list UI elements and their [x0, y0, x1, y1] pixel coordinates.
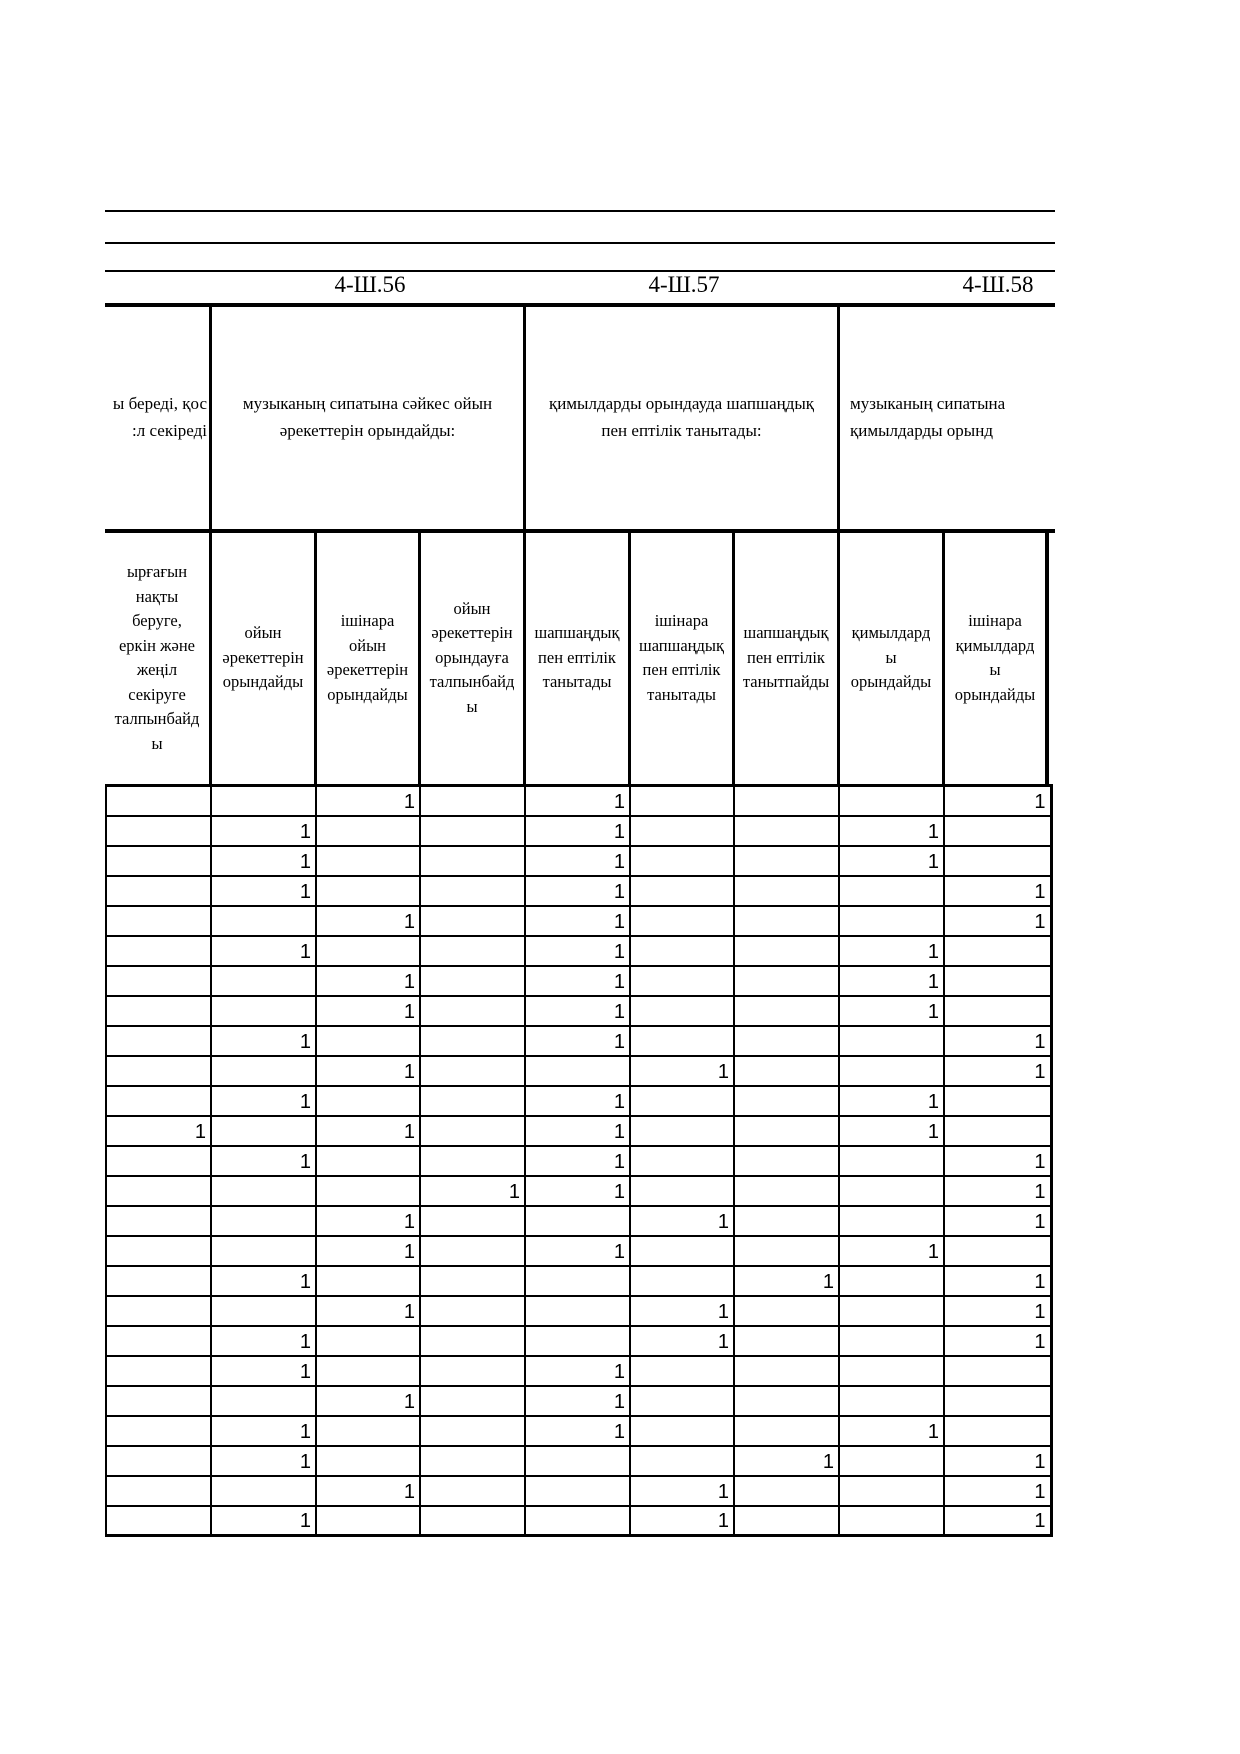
table-cell: 1	[525, 1116, 630, 1146]
table-cell	[211, 1176, 316, 1206]
table-cell: 1	[525, 1236, 630, 1266]
top-rule-1	[105, 210, 1055, 212]
table-cell	[106, 1356, 211, 1386]
table-cell	[839, 876, 944, 906]
table-cell	[420, 1296, 525, 1326]
table-cell	[630, 906, 734, 936]
table-cell	[106, 906, 211, 936]
table-cell	[734, 876, 839, 906]
table-cell: 1	[630, 1296, 734, 1326]
table-cell	[420, 1206, 525, 1236]
table-cell	[734, 906, 839, 936]
group-header-56	[212, 390, 523, 444]
table-cell	[630, 1416, 734, 1446]
table-cell: 1	[630, 1506, 734, 1536]
table-cell: 1	[839, 1416, 944, 1446]
table-cell	[420, 846, 525, 876]
table-cell	[211, 1236, 316, 1266]
table-cell: 1	[525, 1146, 630, 1176]
table-cell: 1	[211, 1086, 316, 1116]
table-cell	[525, 1206, 630, 1236]
table-row	[106, 1356, 1051, 1386]
table-cell: 1	[630, 1206, 734, 1236]
table-cell	[316, 1416, 420, 1446]
table-row	[106, 1296, 1051, 1326]
table-cell: 1	[944, 786, 1051, 816]
table-cell: 1	[525, 1416, 630, 1446]
table-row	[106, 1416, 1051, 1446]
table-cell	[106, 1266, 211, 1296]
table-cell	[106, 966, 211, 996]
table-cell	[525, 1446, 630, 1476]
table-cell	[420, 1416, 525, 1446]
table-cell: 1	[525, 816, 630, 846]
table-cell: 1	[944, 1506, 1051, 1536]
table-cell: 1	[211, 1506, 316, 1536]
table-cell	[839, 1386, 944, 1416]
table-row	[106, 1086, 1051, 1116]
table-cell	[106, 936, 211, 966]
group-header-text: музыканың сипатына қимылдарды орынд	[850, 394, 1006, 440]
indicator-code-58: 4-Ш.58	[962, 272, 1034, 297]
table-cell: 1	[420, 1176, 525, 1206]
sub-header-8: қимылдард ы орындайды	[850, 623, 932, 692]
table-cell	[106, 786, 211, 816]
table-cell: 1	[211, 1266, 316, 1296]
table-cell	[630, 1446, 734, 1476]
table-cell	[316, 816, 420, 846]
table-cell	[944, 1386, 1051, 1416]
table-cell	[839, 1176, 944, 1206]
table-cell: 1	[316, 1476, 420, 1506]
table-row	[106, 996, 1051, 1026]
table-cell	[316, 1356, 420, 1386]
table-row	[106, 936, 1051, 966]
table-cell	[420, 1086, 525, 1116]
table-cell: 1	[106, 1116, 211, 1146]
table-cell	[420, 1506, 525, 1536]
table-cell	[944, 936, 1051, 966]
table-cell	[734, 1386, 839, 1416]
table-cell	[734, 1026, 839, 1056]
table-cell	[630, 1116, 734, 1146]
table-cell	[734, 1176, 839, 1206]
table-cell	[211, 1056, 316, 1086]
table-cell	[106, 1446, 211, 1476]
table-cell	[316, 1086, 420, 1116]
table-cell: 1	[944, 1026, 1051, 1056]
table-cell	[420, 1236, 525, 1266]
table-row	[106, 1476, 1051, 1506]
table-cell	[316, 936, 420, 966]
table-cell: 1	[734, 1266, 839, 1296]
table-cell	[630, 786, 734, 816]
table-cell	[420, 816, 525, 846]
table-cell	[944, 846, 1051, 876]
table-cell	[525, 1296, 630, 1326]
table-cell	[420, 996, 525, 1026]
table-cell: 1	[211, 1416, 316, 1446]
table-cell	[839, 1506, 944, 1536]
table-cell	[106, 1146, 211, 1176]
table-row	[106, 1056, 1051, 1086]
table-cell: 1	[211, 1146, 316, 1176]
table-cell: 1	[525, 1356, 630, 1386]
table-cell	[734, 816, 839, 846]
table-cell	[839, 1326, 944, 1356]
table-cell	[420, 1386, 525, 1416]
table-cell: 1	[944, 1326, 1051, 1356]
table-cell	[420, 1356, 525, 1386]
table-cell: 1	[211, 1326, 316, 1356]
table-cell	[839, 1266, 944, 1296]
table-cell: 1	[630, 1056, 734, 1086]
table-cell: 1	[734, 1446, 839, 1476]
table-cell	[839, 1026, 944, 1056]
group-header-prev	[105, 390, 207, 444]
table-cell	[944, 1086, 1051, 1116]
group-header-text: ы береді, қос л секіреді:	[112, 394, 207, 440]
table-cell	[839, 786, 944, 816]
table-cell	[734, 936, 839, 966]
table-cell	[211, 1206, 316, 1236]
table-row	[106, 1146, 1051, 1176]
table-cell	[734, 1506, 839, 1536]
table-cell	[211, 1386, 316, 1416]
table-row	[106, 816, 1051, 846]
table-row	[106, 1446, 1051, 1476]
table-row	[106, 1266, 1051, 1296]
sub-header-3: ішінара ойын әрекеттерін орындайды	[326, 611, 409, 704]
table-cell	[420, 1326, 525, 1356]
sub-header-9: ішінара қимылдард ы орындайды	[954, 611, 1036, 704]
table-cell: 1	[316, 996, 420, 1026]
sub-header-2: ойын әрекеттерін орындайды	[222, 623, 304, 692]
table-cell	[839, 1446, 944, 1476]
table-cell	[630, 1176, 734, 1206]
table-cell	[211, 1296, 316, 1326]
table-cell	[525, 1266, 630, 1296]
table-cell	[944, 1116, 1051, 1146]
table-cell	[211, 996, 316, 1026]
assessment-table	[105, 784, 1053, 1537]
table-row	[106, 966, 1051, 996]
table-cell: 1	[839, 996, 944, 1026]
table-cell	[839, 906, 944, 936]
table-cell	[106, 1026, 211, 1056]
table-cell	[734, 1236, 839, 1266]
table-row	[106, 786, 1051, 816]
table-cell	[630, 936, 734, 966]
table-cell	[734, 846, 839, 876]
table-cell	[420, 876, 525, 906]
table-cell: 1	[211, 876, 316, 906]
table-cell	[734, 1416, 839, 1446]
table-cell	[839, 1056, 944, 1086]
table-cell	[106, 1476, 211, 1506]
table-cell: 1	[316, 1116, 420, 1146]
table-cell: 1	[525, 786, 630, 816]
table-cell: 1	[839, 816, 944, 846]
table-cell	[630, 846, 734, 876]
table-cell	[734, 1206, 839, 1236]
table-cell	[525, 1476, 630, 1506]
top-rule-2	[105, 242, 1055, 244]
table-cell: 1	[316, 1296, 420, 1326]
table-cell	[316, 1146, 420, 1176]
table-cell	[630, 1086, 734, 1116]
table-cell	[106, 1326, 211, 1356]
table-cell	[734, 1356, 839, 1386]
table-cell	[106, 1176, 211, 1206]
table-cell: 1	[525, 1386, 630, 1416]
table-cell	[211, 786, 316, 816]
table-cell: 1	[316, 1206, 420, 1236]
table-cell: 1	[211, 1446, 316, 1476]
table-cell	[525, 1326, 630, 1356]
table-cell	[106, 1506, 211, 1536]
table-cell	[630, 996, 734, 1026]
table-cell	[106, 876, 211, 906]
table-cell	[944, 816, 1051, 846]
table-cell: 1	[525, 1086, 630, 1116]
table-cell: 1	[944, 1446, 1051, 1476]
table-cell	[106, 816, 211, 846]
table-cell	[106, 1086, 211, 1116]
table-cell: 1	[944, 1146, 1051, 1176]
table-cell	[420, 936, 525, 966]
table-cell: 1	[211, 816, 316, 846]
table-cell	[630, 876, 734, 906]
table-cell: 1	[316, 966, 420, 996]
table-cell	[420, 1026, 525, 1056]
table-cell	[420, 1446, 525, 1476]
table-cell	[211, 906, 316, 936]
table-cell	[630, 1386, 734, 1416]
table-cell	[316, 846, 420, 876]
table-cell: 1	[944, 1206, 1051, 1236]
table-row	[106, 1116, 1051, 1146]
table-cell: 1	[944, 1476, 1051, 1506]
table-cell	[944, 996, 1051, 1026]
table-cell	[211, 1116, 316, 1146]
table-cell	[630, 966, 734, 996]
table-cell: 1	[316, 1236, 420, 1266]
table-cell	[211, 1476, 316, 1506]
table-cell	[839, 1296, 944, 1326]
table-cell	[630, 1146, 734, 1176]
table-cell	[316, 1446, 420, 1476]
table-row	[106, 846, 1051, 876]
table-cell: 1	[839, 1116, 944, 1146]
table-cell	[106, 996, 211, 1026]
table-cell	[420, 1266, 525, 1296]
table-cell	[944, 1236, 1051, 1266]
table-cell	[839, 1206, 944, 1236]
table-cell: 1	[525, 846, 630, 876]
table-cell: 1	[316, 1386, 420, 1416]
top-rule-4	[105, 303, 1055, 307]
table-cell	[316, 1266, 420, 1296]
table-cell	[420, 786, 525, 816]
table-cell: 1	[839, 1086, 944, 1116]
table-row	[106, 1176, 1051, 1206]
table-cell	[420, 966, 525, 996]
table-cell	[211, 966, 316, 996]
table-cell: 1	[525, 1176, 630, 1206]
table-cell	[420, 906, 525, 936]
table-cell: 1	[316, 906, 420, 936]
group-header-58	[850, 390, 1050, 444]
table-cell: 1	[839, 936, 944, 966]
table-row	[106, 1026, 1051, 1056]
table-cell	[630, 1266, 734, 1296]
group-header-text: музыканың сипатына сәйкес ойын әрекеттерін орындайды:	[242, 394, 493, 440]
table-cell: 1	[525, 1026, 630, 1056]
sub-header-6: ішінара шапшаңдық пен ептілік танытады	[639, 611, 724, 704]
table-row	[106, 1206, 1051, 1236]
table-cell	[106, 1236, 211, 1266]
table-cell	[630, 816, 734, 846]
sub-header-5: шапшаңдық пен ептілік танытады	[534, 623, 620, 692]
table-cell	[420, 1476, 525, 1506]
table-cell	[734, 1296, 839, 1326]
table-cell: 1	[839, 1236, 944, 1266]
table-cell	[944, 966, 1051, 996]
table-cell: 1	[211, 846, 316, 876]
table-row	[106, 1386, 1051, 1416]
table-cell	[106, 1386, 211, 1416]
table-cell: 1	[525, 936, 630, 966]
table-cell	[420, 1056, 525, 1086]
table-body	[106, 786, 1051, 1536]
table-cell	[106, 846, 211, 876]
table-cell: 1	[944, 1056, 1051, 1086]
table-cell: 1	[525, 996, 630, 1026]
table-cell	[734, 966, 839, 996]
table-cell	[734, 1326, 839, 1356]
group-header-text: қимылдарды орындауда шапшаңдық пен ептілік танытады:	[548, 394, 815, 440]
table-cell	[106, 1206, 211, 1236]
table-cell	[734, 786, 839, 816]
sub-header-7: шапшаңдық пен ептілік танытпайды	[742, 623, 830, 692]
group-header-57	[526, 390, 837, 444]
table-cell: 1	[944, 1266, 1051, 1296]
table-cell	[630, 1356, 734, 1386]
table-cell: 1	[630, 1326, 734, 1356]
table-cell	[316, 1026, 420, 1056]
subheader-divider	[1045, 531, 1049, 785]
sub-header-1: ырғағын нақты беруге, еркін және жеңіл секіруге талпынбайд ы	[114, 562, 200, 753]
table-cell	[734, 1056, 839, 1086]
table-cell: 1	[525, 966, 630, 996]
table-cell: 1	[316, 786, 420, 816]
table-cell	[106, 1416, 211, 1446]
table-cell	[106, 1056, 211, 1086]
table-row	[106, 876, 1051, 906]
indicator-code-57: 4-Ш.57	[648, 272, 720, 297]
table-cell: 1	[211, 936, 316, 966]
table-cell	[944, 1416, 1051, 1446]
table-cell	[420, 1146, 525, 1176]
table-cell	[316, 1506, 420, 1536]
table-cell: 1	[839, 966, 944, 996]
table-cell: 1	[944, 1296, 1051, 1326]
table-cell: 1	[630, 1476, 734, 1506]
table-cell	[734, 1086, 839, 1116]
table-cell: 1	[839, 846, 944, 876]
table-cell: 1	[316, 1056, 420, 1086]
table-cell	[420, 1116, 525, 1146]
table-row	[106, 906, 1051, 936]
table-cell: 1	[944, 876, 1051, 906]
table-cell	[734, 1476, 839, 1506]
table-cell	[525, 1506, 630, 1536]
table-cell	[734, 1146, 839, 1176]
table-cell	[839, 1146, 944, 1176]
table-cell: 1	[944, 906, 1051, 936]
table-cell	[630, 1236, 734, 1266]
table-cell	[734, 996, 839, 1026]
table-row	[106, 1326, 1051, 1356]
table-cell	[316, 1326, 420, 1356]
indicator-code-56: 4-Ш.56	[334, 272, 406, 297]
table-cell	[839, 1356, 944, 1386]
table-cell	[630, 1026, 734, 1056]
table-cell	[525, 1056, 630, 1086]
table-cell: 1	[211, 1356, 316, 1386]
table-cell	[316, 1176, 420, 1206]
table-row	[106, 1506, 1051, 1536]
sub-header-4: ойын әрекеттерін орындауға талпынбайд ы	[429, 598, 515, 716]
table-cell: 1	[525, 906, 630, 936]
table-cell: 1	[211, 1026, 316, 1056]
table-cell: 1	[944, 1176, 1051, 1206]
table-cell	[944, 1356, 1051, 1386]
table-cell: 1	[525, 876, 630, 906]
table-cell	[316, 876, 420, 906]
table-row	[106, 1236, 1051, 1266]
table-cell	[839, 1476, 944, 1506]
table-cell	[106, 1296, 211, 1326]
table-cell	[734, 1116, 839, 1146]
